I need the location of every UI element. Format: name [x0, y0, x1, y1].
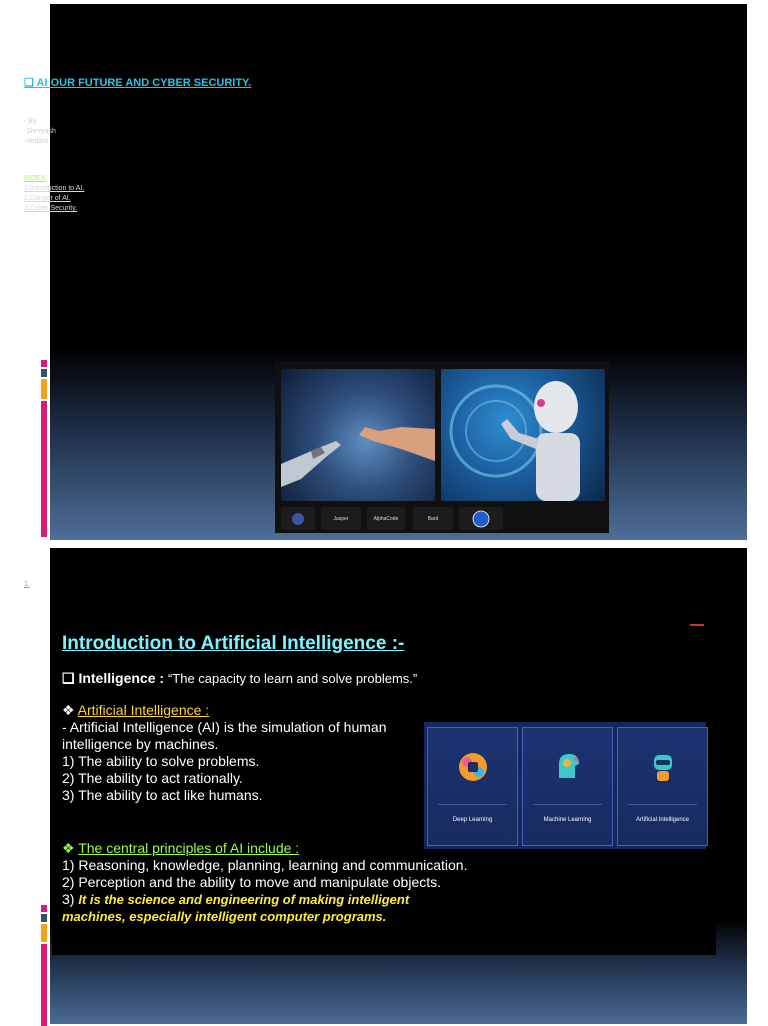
brain-chip-icon	[456, 750, 490, 784]
principle-2: 2) Perception and the ability to move and manipulate objects.	[62, 874, 442, 890]
thumb-1[interactable]	[281, 507, 315, 530]
ai-heading: Artificial Intelligence :	[77, 702, 210, 718]
index-block	[24, 174, 84, 214]
intelligence-line: ❑ Intelligence : “The capacity to learn and solve problems.”	[62, 670, 418, 686]
thumb-jasper[interactable]	[321, 507, 361, 530]
author-block	[24, 117, 56, 147]
deco-bar-1	[41, 360, 47, 537]
ability-1: 1) The ability to solve problems.	[62, 753, 260, 769]
ability-2: 2) The ability to act rationally.	[62, 770, 243, 786]
intelligence-label: Intelligence	[78, 670, 156, 686]
index-item-intro[interactable]: 1.Introduction to AI.	[24, 185, 85, 192]
card-machine-learning[interactable]	[522, 727, 613, 846]
checkbox-bullet-icon: ❑	[62, 670, 79, 686]
thumb-alphacode[interactable]	[367, 507, 405, 530]
slide2-heading: Introduction to Artificial Intelligence :-	[62, 633, 405, 654]
author-2: -Vedant	[24, 138, 49, 145]
author-1: -Shreyash	[24, 128, 56, 135]
hands-photo	[281, 369, 435, 501]
intelligence-def: “The capacity to learn and solve problems.”	[167, 671, 418, 686]
slide-number[interactable]: 1.	[24, 581, 30, 588]
thumb-bard-label: Bard	[427, 515, 439, 522]
principles-heading: The central principles of AI include :	[78, 840, 300, 856]
ai-def-line-2: intelligence by machines.	[62, 736, 219, 752]
ability-3: 3) The ability to act like humans.	[62, 787, 263, 803]
ai-def-line-1: - Artificial Intelligence (AI) is the simulation of human	[62, 719, 387, 735]
slide-bars-2	[38, 600, 48, 630]
principle-3-line-2: machines, especially intelligent computer programs.	[62, 909, 387, 924]
deco-bar-2	[41, 905, 47, 1026]
robot-icon	[646, 750, 680, 784]
ai-heading-line	[62, 702, 209, 719]
slide-number-link[interactable]	[24, 580, 30, 590]
principles-list	[62, 857, 467, 925]
index-label[interactable]: INDEX	[24, 175, 46, 182]
ai-head-icon	[551, 750, 585, 784]
ai-definition	[62, 719, 386, 804]
card-deep-learning-label: Deep Learning	[452, 817, 493, 823]
thumb-jasper-label: Jasper	[333, 515, 349, 522]
principle-1: 1) Reasoning, knowledge, planning, learning and communication.	[62, 857, 468, 873]
robot-photo	[441, 369, 605, 501]
diamond-bullet-icon-2: ❖	[62, 840, 79, 856]
card-machine-learning-label: Machine Learning	[543, 817, 592, 823]
image-collage	[275, 361, 609, 533]
principle-3-num: 3)	[62, 891, 75, 907]
principles-heading-line	[62, 840, 299, 857]
title-text[interactable]: AI OUR FUTURE AND CYBER SECURITY.	[36, 77, 252, 89]
thumb-5[interactable]	[459, 507, 503, 530]
principle-3	[62, 891, 467, 908]
card-deep-learning[interactable]	[427, 727, 518, 846]
index-item-cyber[interactable]: 3.Cyber Security.	[24, 205, 78, 212]
thumb-bard[interactable]	[413, 507, 453, 530]
diamond-bullet-icon: ❖	[62, 702, 78, 718]
index-item-danger[interactable]: 2.Danger of AI.	[24, 195, 71, 202]
corner-accent	[690, 624, 704, 626]
by-label: - By	[24, 118, 37, 125]
title-link[interactable]: ❑ AI OUR FUTURE AND CYBER SECURITY.	[24, 77, 252, 89]
card-artificial-intelligence[interactable]	[617, 727, 708, 846]
card-ai-label: Artificial Intelligence	[635, 817, 690, 823]
thumb-alphacode-label: AlphaCode	[373, 515, 399, 522]
principle-3-line-1: It is the science and engineering of making intelligent	[78, 892, 410, 907]
